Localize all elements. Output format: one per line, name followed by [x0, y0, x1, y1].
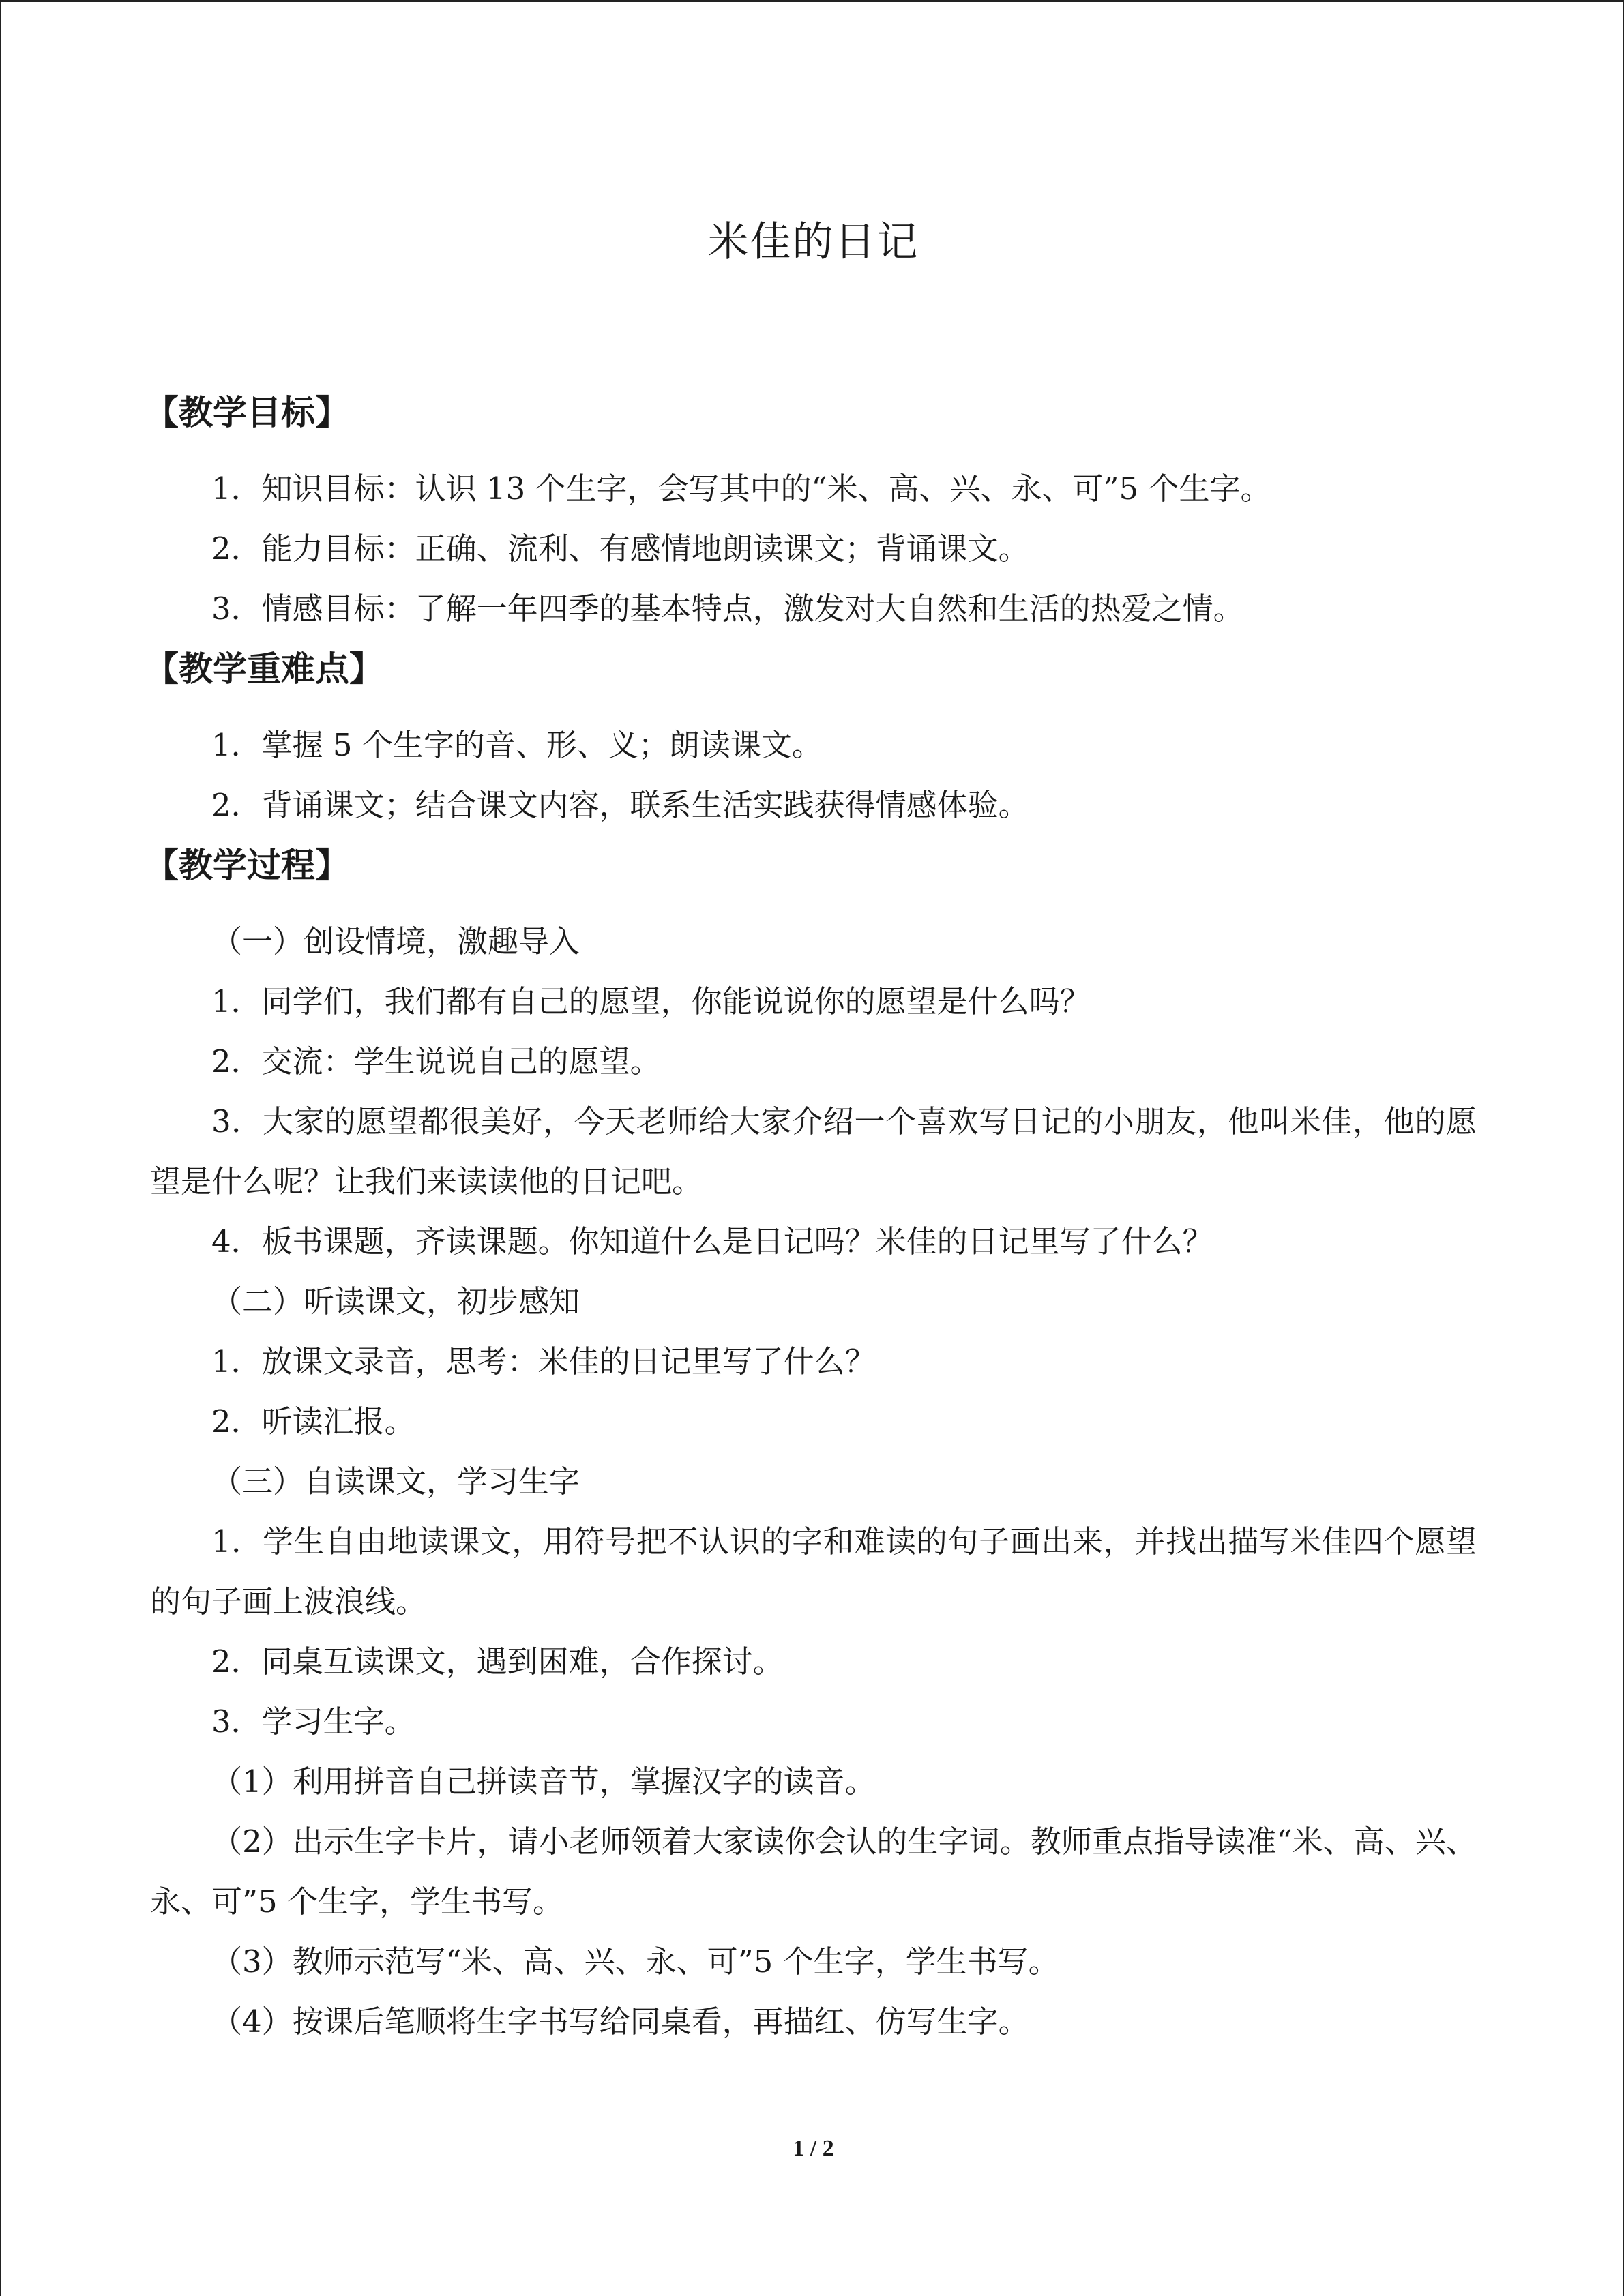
- process-item: （1）利用拼音自己拼读音节，掌握汉字的读音。: [211, 1763, 876, 1800]
- process-item: 1．学生自由地读课文，用符号把不认识的字和难读的句子画出来，并找出描写米佳四个愿望的句子画上波浪线。: [150, 1523, 1477, 1620]
- goal-item: 2．能力目标：正确、流利、有感情地朗读课文；背诵课文。: [211, 531, 1029, 567]
- process-item: 1．放课文录音，思考：米佳的日记里写了什么？: [211, 1343, 876, 1380]
- section-heading-process: 【教学过程】: [145, 846, 349, 885]
- process-item: （二）听读课文，初步感知: [211, 1283, 580, 1320]
- process-item: （三）自读课文，学习生字: [211, 1463, 580, 1500]
- difficulty-item: 1．掌握 5 个生字的音、形、义；朗读课文。: [211, 727, 823, 763]
- difficulty-item: 2．背诵课文；结合课文内容，联系生活实践获得情感体验。: [211, 787, 1029, 823]
- process-item: 3．大家的愿望都很美好，今天老师给大家介绍一个喜欢写日记的小朋友，他叫米佳，他的愿望是什么呢？让我们来读读他的日记吧。: [150, 1103, 1477, 1199]
- process-item: 4．板书课题，齐读课题。你知道什么是日记吗？米佳的日记里写了什么？: [211, 1223, 1213, 1259]
- document-title: 米佳的日记: [707, 218, 919, 266]
- process-item: 2．同桌互读课文，遇到困难，合作探讨。: [211, 1643, 784, 1680]
- process-item: 3．学习生字。: [211, 1703, 415, 1740]
- process-item: （2）出示生字卡片，请小老师领着大家读你会认的生字词。教师重点指导读准“米、高、兴、永、可”5 个生字，学生书写。: [150, 1823, 1477, 1920]
- process-item: （3）教师示范写“米、高、兴、永、可”5 个生字，学生书写。: [211, 1943, 1059, 1980]
- document-body: [145, 383, 1477, 2052]
- process-item: （4）按课后笔顺将生字书写给同桌看，再描红、仿写生字。: [211, 2003, 1029, 2040]
- goal-item: 3．情感目标：了解一年四季的基本特点，激发对大自然和生活的热爱之情。: [211, 591, 1244, 627]
- page-number: 1 / 2: [793, 2136, 834, 2161]
- process-item: （一）创设情境，激趣导入: [211, 923, 580, 959]
- process-list: [150, 912, 1477, 2052]
- goal-item: 1．知识目标：认识 13 个生字，会写其中的“米、高、兴、永、可”5 个生字。: [211, 471, 1271, 507]
- section-heading-difficulties: 【教学重难点】: [145, 649, 383, 689]
- difficulties-list: [150, 715, 1477, 835]
- process-item: 2．听读汇报。: [211, 1403, 415, 1440]
- goals-list: [150, 459, 1477, 639]
- process-item: 1．同学们，我们都有自己的愿望，你能说说你的愿望是什么吗？: [211, 983, 1091, 1019]
- section-heading-goals: 【教学目标】: [145, 393, 349, 432]
- process-item: 2．交流：学生说说自己的愿望。: [211, 1043, 661, 1079]
